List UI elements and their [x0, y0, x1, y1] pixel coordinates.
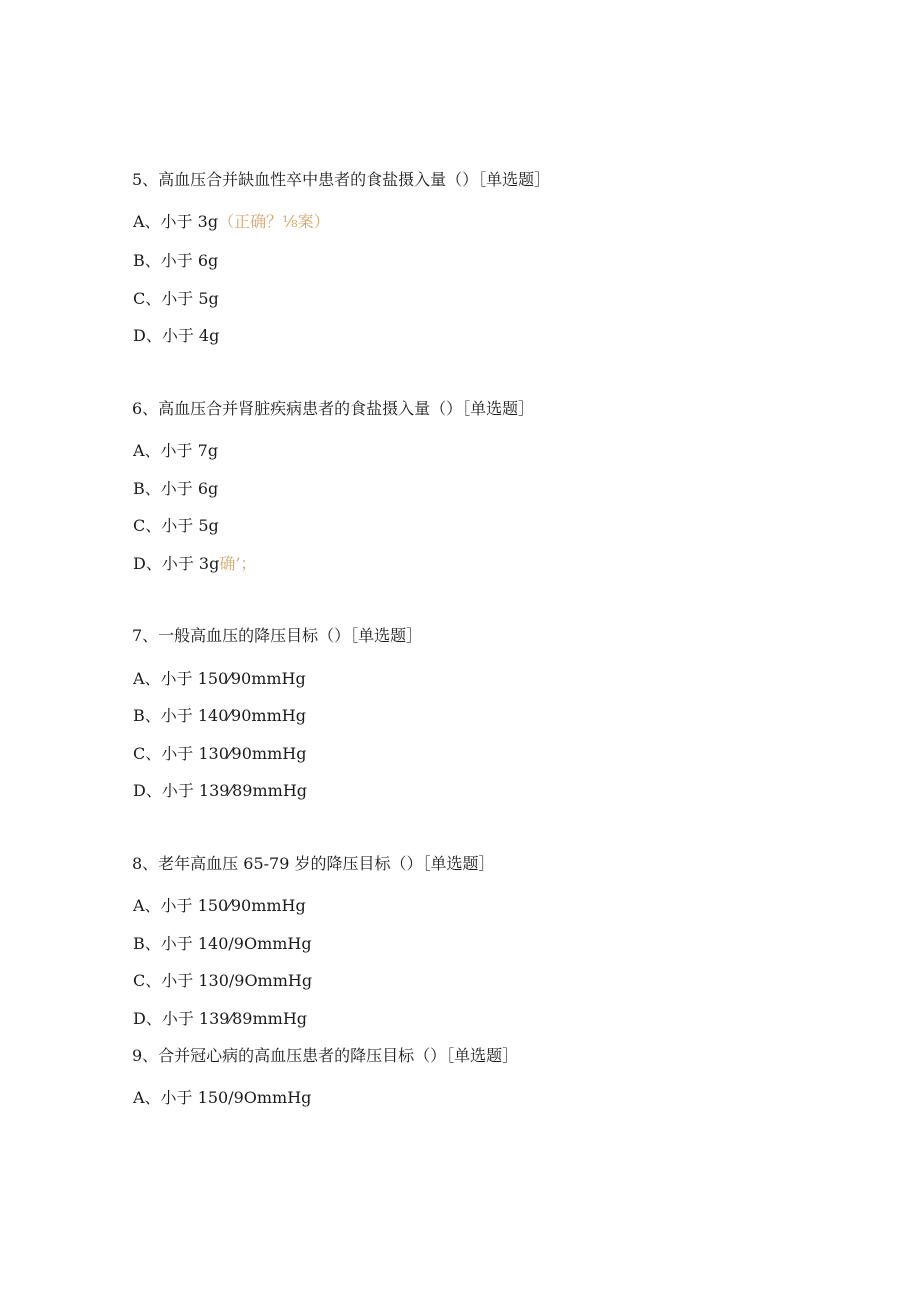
option-label: A、小于 7g — [133, 441, 219, 460]
answer-mark: （正确？⅛案） — [218, 212, 330, 231]
option-item[interactable] — [133, 1009, 307, 1029]
question-title: 9、合并冠心病的高血压患者的降压目标（）［单选题］ — [132, 1046, 519, 1065]
option-label: C、小于 130/9OmmHg — [133, 971, 313, 990]
option-label: B、小于 6g — [133, 479, 219, 498]
question-title: 6、高血压合并肾脏疾病患者的食盐摄入量（）［单选题］ — [132, 399, 535, 418]
option-item[interactable] — [133, 479, 218, 499]
question-title: 7、一般高血压的降压目标（）［单选题］ — [132, 626, 423, 645]
option-label: D、小于 139⁄89mmHg — [133, 1009, 308, 1028]
option-item[interactable] — [133, 744, 306, 764]
option-label: A、小于 150⁄90mmHg — [133, 896, 306, 915]
option-label: C、小于 130⁄90mmHg — [133, 744, 307, 763]
option-item[interactable] — [133, 326, 219, 346]
option-item[interactable] — [133, 669, 306, 689]
option-item[interactable] — [133, 934, 312, 954]
option-label: B、小于 140⁄90mmHg — [133, 706, 306, 725]
option-label: A、小于 3g — [133, 212, 219, 231]
option-label: B、小于 140/9OmmHg — [133, 934, 312, 953]
option-item[interactable] — [133, 289, 219, 309]
option-item[interactable] — [133, 554, 256, 574]
option-label: A、小于 150⁄90mmHg — [133, 669, 306, 688]
option-item[interactable] — [133, 971, 312, 991]
question-title: 8、老年高血压 65-79 岁的降压目标（）［单选题］ — [132, 854, 495, 873]
option-label: D、小于 4g — [133, 326, 220, 345]
answer-mark: 确’； — [219, 554, 257, 573]
option-label: C、小于 5g — [133, 516, 219, 535]
option-label: C、小于 5g — [133, 289, 219, 308]
option-item[interactable] — [133, 896, 306, 916]
option-label: D、小于 3g — [133, 554, 220, 573]
option-item[interactable] — [133, 1088, 311, 1108]
option-label: A、小于 150/9OmmHg — [133, 1088, 312, 1107]
option-item[interactable] — [133, 781, 307, 801]
option-item[interactable] — [133, 251, 218, 271]
option-label: D、小于 139⁄89mmHg — [133, 781, 308, 800]
option-item[interactable] — [133, 212, 330, 232]
option-label: B、小于 6g — [133, 251, 219, 270]
option-item[interactable] — [133, 441, 218, 461]
option-item[interactable] — [133, 516, 219, 536]
option-item[interactable] — [133, 706, 306, 726]
question-title: 5、高血压合并缺血性卒中患者的食盐摄入量（）［单选题］ — [132, 170, 551, 189]
